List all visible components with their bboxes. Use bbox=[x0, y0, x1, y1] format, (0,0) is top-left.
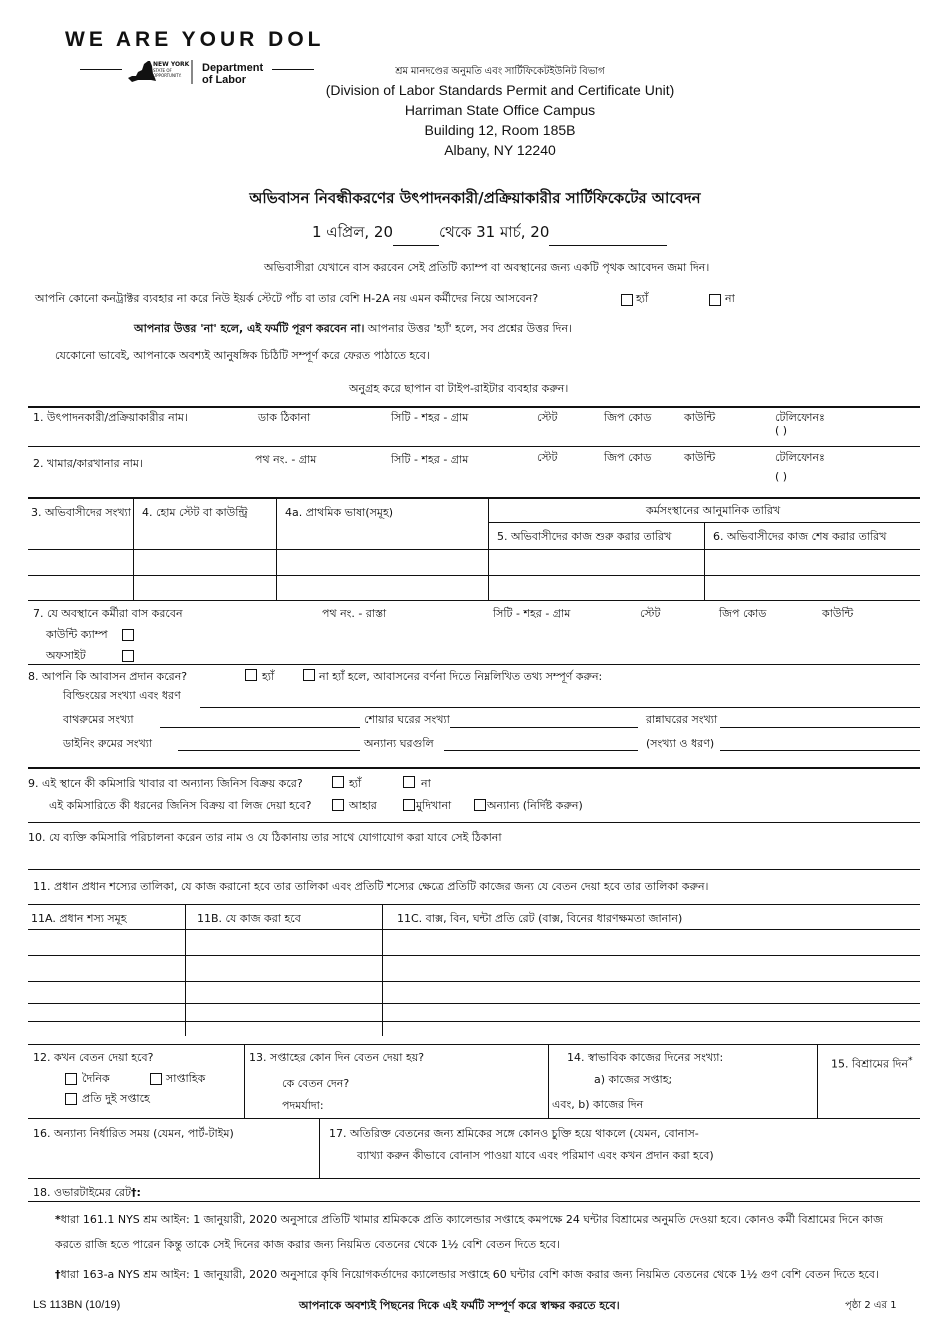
s12-weekly-label: সাপ্তাহিক bbox=[166, 1072, 206, 1085]
s1-zip-label: জিপ কোড bbox=[604, 411, 652, 424]
s1-phone-input[interactable]: ( ) bbox=[775, 424, 788, 437]
s8-buildings-label: বিল্ডিংয়ের সংখ্যা এবং ধরণ bbox=[63, 689, 181, 702]
s2-name-label: 2. খামার/কারখানার নাম। bbox=[33, 457, 143, 470]
s14-workdays-label: 14. স্বাভাবিক কাজের দিনের সংখ্যা: bbox=[567, 1051, 724, 1064]
s12-biweekly-label: প্রতি দুই সপ্তাহে bbox=[82, 1092, 150, 1105]
s9-other-checkbox[interactable] bbox=[474, 799, 486, 811]
s13-pay-day-label: 13. সপ্তাহের কোন দিন বেতন দেয়া হয়? bbox=[249, 1051, 425, 1064]
sign-notice: আপনাকে অবশ্যই পিছনের দিকে এই ফর্মটি সম্পূর্ণ করে স্বাক্ষর করতে হবে। bbox=[299, 1299, 620, 1312]
s9-items-question: এই কমিসারিতে কী ধরনের জিনিস বিক্রয় বা লিজ দেয়া হবে? bbox=[49, 799, 312, 812]
rule-footnotes bbox=[28, 1201, 920, 1202]
s9-grocery-checkbox[interactable] bbox=[403, 799, 415, 811]
s11-divider-2 bbox=[382, 904, 383, 1036]
page-number: পৃষ্ঠা 2 এর 1 bbox=[845, 1300, 897, 1311]
s15-asterisk: * bbox=[908, 1055, 913, 1066]
s8-buildings-input[interactable] bbox=[200, 707, 920, 708]
logo-state-text: NEW YORK bbox=[153, 61, 190, 68]
s12-daily-label: দৈনিক bbox=[82, 1072, 110, 1085]
s8-yes-checkbox[interactable] bbox=[245, 669, 257, 681]
s16-other-schedule-label: 16. অন্যান্য নির্ধারিত সময় (যেমন, পার্ট-টাইম) bbox=[33, 1127, 234, 1140]
s14-workday-label: এবং, b) কাজের দিন bbox=[552, 1098, 644, 1111]
s11-table-bottom bbox=[28, 1044, 920, 1045]
letter-instruction: যেকোনো ভাবেই, আপনাকে অবশ্যই আনুষঙ্গিক চিঠিটি সম্পূর্ণ করে ফেরত পাঠাতে হবে। bbox=[55, 349, 430, 362]
s9-yes-checkbox[interactable] bbox=[332, 776, 344, 788]
logo-dept-line2: of Labor bbox=[202, 74, 246, 86]
s18-dagger: †: bbox=[131, 1186, 141, 1199]
answer-instruction bbox=[134, 322, 572, 335]
period-start-year-input[interactable] bbox=[393, 231, 439, 246]
s11-table-top bbox=[28, 904, 920, 905]
period-to-label: থেকে 31 মার্চ, 20 bbox=[439, 223, 550, 241]
logo-rule-left bbox=[80, 69, 122, 70]
s8-housing-question: 8. আপনি কি আবাসন প্রদান করেন? bbox=[28, 670, 188, 683]
s17-extra-pay-label: 17. অতিরিক্ত বেতনের জন্য শ্রমিকের সঙ্গে কোনও চুক্তি হয়ে থাকলে (যেমন, বোনাস- bbox=[329, 1127, 699, 1140]
s9-grocery-label: মুদিখানা bbox=[416, 799, 452, 812]
h2a-no-label: না bbox=[725, 292, 735, 305]
footnote-star: * bbox=[55, 1213, 61, 1226]
t3-home-state-header: 4. হোম স্টেট বা কাউন্ট্রি bbox=[142, 506, 248, 519]
s1-phone-label: টেলিফোনঃ bbox=[775, 411, 825, 424]
unit-name-bn: শ্রম মানদণ্ডের অনুমতি এবং সার্টিফিকেটইউনিট বিভাগ bbox=[395, 66, 605, 77]
s8-kitchens-label: রান্নাঘরের সংখ্যা bbox=[646, 713, 718, 726]
rule-section18 bbox=[28, 1178, 920, 1179]
t3-employment-rule bbox=[488, 522, 920, 523]
s11-rate-header: 11C. বাক্স, বিন, ঘন্টা প্রতি রেট (বাক্স, বিনের ধারণক্ষমতা জানান) bbox=[397, 912, 683, 925]
intro-separate-application: অভিবাসীরা যেখানে বাস করবেন সেই প্রতিটি ক্যাম্প বা অবস্থানের জন্য একটি পৃথক আবেদন জমা দিন। bbox=[264, 261, 710, 274]
t3-employment-header: কর্মসংস্থানের আনুমানিক তারিখ bbox=[646, 504, 781, 517]
t3-row-rule-2 bbox=[28, 575, 920, 576]
s7-city-label: সিটি - শহর - গ্রাম bbox=[493, 607, 571, 620]
h2a-yes-label: হ্যাঁ bbox=[636, 292, 649, 305]
t3-divider-4 bbox=[704, 522, 705, 600]
period-end-year-input[interactable] bbox=[549, 231, 667, 246]
answer-instruction-rest: আপনার উত্তর 'হ্যাঁ' হলে, সব প্রশ্নের উত্তর দিন। bbox=[364, 322, 572, 335]
footnote-overtime bbox=[55, 1268, 879, 1281]
footnote-rest-day bbox=[55, 1213, 883, 1226]
form-title: অভিবাসন নিবন্ধীকরণের উৎপাদনকারী/প্রক্রিয়াকারীর সার্টিফিকেটের আবেদন bbox=[249, 189, 701, 207]
footnote-dagger: † bbox=[55, 1268, 61, 1281]
s11-crops-header: 11A. প্রধান শস্য সমূহ bbox=[31, 912, 127, 925]
s9-other-label: অন্যান্য (নির্দিষ্ট করুন) bbox=[487, 799, 583, 812]
s17-bonus-explain-label: ব্যাখ্যা করুন কীভাবে বোনাস পাওয়া যাবে এবং পরিমাণ এবং কখন প্রদান করা হবে) bbox=[357, 1149, 714, 1162]
rule-section16 bbox=[28, 1118, 920, 1119]
s8-yes-label: হ্যাঁ bbox=[262, 670, 275, 683]
s9-commissary-question: 9. এই স্থানে কী কমিসারি খাবার বা অন্যান্য জিনিস বিক্রয় করে? bbox=[28, 777, 303, 790]
h2a-yes-checkbox[interactable] bbox=[621, 294, 633, 306]
h2a-question: আপনি কোনো কনট্রাক্টর ব্যবহার না করে নিউ ইয়র্ক স্টেটে পাঁচ বা তার বেশি H-2A নয় এমন কর্মীদের নিয়ে আসবেন? bbox=[35, 292, 539, 305]
t3-end-date-header: 6. অভিবাসীদের কাজ শেষ করার তারিখ bbox=[713, 530, 887, 543]
t3-language-header: 4a. প্রাথমিক ভাষা(সমূহ) bbox=[285, 506, 394, 519]
s2-road-label: পথ নং. - গ্রাম bbox=[255, 453, 317, 466]
s8-other-rooms-label: অন্যান্য ঘরগুলি bbox=[364, 737, 434, 750]
s12-divider-1 bbox=[244, 1044, 245, 1118]
s11-divider-1 bbox=[185, 904, 186, 1036]
s7-offsite-checkbox[interactable] bbox=[122, 650, 134, 662]
s8-bathrooms-input[interactable] bbox=[160, 727, 360, 728]
s2-county-label: কাউন্টি bbox=[684, 451, 716, 464]
footnote-rest-day-cont: করতে রাজি হতে পারেন কিন্তু তাকে সেই দিনের কাজ করার জন্য নিয়মিত বেতনের থেকে 1½ বেশি বেতন দিতে হবে। bbox=[55, 1238, 560, 1251]
s8-no-instruction: না হ্যাঁ হলে, আবাসনের বর্ণনা দিতে নিম্নলিখিত তথ্য সম্পূর্ণ করুন: bbox=[319, 670, 603, 683]
unit-name-en: (Division of Labor Standards Permit and Certificate Unit) bbox=[325, 82, 675, 98]
rule-table3-top bbox=[28, 497, 920, 499]
s8-bedrooms-label: শোয়ার ঘরের সংখ্যা bbox=[364, 713, 450, 726]
s11-tasks-header: 11B. যে কাজ করা হবে bbox=[197, 912, 301, 925]
s8-dining-input[interactable] bbox=[178, 750, 360, 751]
s12-daily-checkbox[interactable] bbox=[65, 1073, 77, 1085]
s9-food-checkbox[interactable] bbox=[332, 799, 344, 811]
s18-overtime-label bbox=[33, 1186, 141, 1199]
s1-county-label: কাউন্টি bbox=[684, 411, 716, 424]
dol-tagline: WE ARE YOUR DOL bbox=[65, 28, 325, 51]
period-from-label: 1 এপ্রিল, 20 bbox=[312, 223, 394, 241]
s12-weekly-checkbox[interactable] bbox=[150, 1073, 162, 1085]
building-room: Building 12, Room 185B bbox=[424, 122, 576, 138]
t3-row-rule-1 bbox=[28, 549, 920, 550]
s9-no-label: না bbox=[421, 777, 431, 790]
s7-county-camp-label: কাউন্টি ক্যাম্প bbox=[46, 628, 108, 641]
s1-state-label: স্টেট bbox=[537, 411, 558, 424]
s11-row-rule-3 bbox=[28, 981, 920, 982]
s12-divider-2 bbox=[548, 1044, 549, 1118]
footnote-overtime-text: ধারা 163-a NYS শ্রম আইন: 1 জানুয়ারী, 2020 অনুসারে কৃষি নিয়োগকর্তাদের ক্যালেন্ডার সপ্তাহে 60 ঘন্টার বেশি কাজ করার জন্য নিয়মিত বেতনের থেকে 1½ গুণ বেশি বেতন দিতে হবে। bbox=[60, 1268, 879, 1281]
s15-rest-day-label bbox=[831, 1054, 913, 1071]
h2a-no-checkbox[interactable] bbox=[709, 294, 721, 306]
s2-city-label: সিটি - শহর - গ্রাম bbox=[391, 453, 469, 466]
s11-crops-instruction: 11. প্রধান প্রধান শস্যের তালিকা, যে কাজ করানো হবে তার তালিকা এবং প্রতিটি শস্যের ক্ষেত্রে প্রতিটি কাজের জন্য যে বেতন দেয়া হবে তার তালিকা করুন। bbox=[33, 880, 709, 893]
s9-no-checkbox[interactable] bbox=[403, 776, 415, 788]
s12-biweekly-checkbox[interactable] bbox=[65, 1093, 77, 1105]
s8-number-type-input[interactable] bbox=[720, 750, 920, 751]
s8-dining-label: ডাইনিং রুমের সংখ্যা bbox=[63, 737, 153, 750]
s13-title-label: পদমর্যাদা: bbox=[282, 1099, 324, 1112]
t3-migrants-count-header: 3. অভিবাসীদের সংখ্যা bbox=[31, 506, 131, 519]
rule-top-section1 bbox=[28, 406, 920, 408]
s7-county-label: কাউন্টি bbox=[822, 607, 854, 620]
s8-bedrooms-input[interactable] bbox=[450, 727, 638, 728]
campus-name: Harriman State Office Campus bbox=[404, 102, 596, 118]
city-zip: Albany, NY 12240 bbox=[444, 142, 556, 158]
s7-offsite-label: অফসাইট bbox=[46, 649, 86, 662]
s18-overtime-text: 18. ওভারটাইমের রেট bbox=[33, 1186, 132, 1199]
s1-postal-label: ডাক ঠিকানা bbox=[258, 411, 311, 424]
s11-row-rule-2 bbox=[28, 955, 920, 956]
rule-section8 bbox=[28, 664, 920, 665]
s7-location-label: 7. যে অবস্থানে কর্মীরা বাস করবেন bbox=[33, 607, 183, 620]
rule-section9 bbox=[28, 767, 920, 769]
s2-phone-label: টেলিফোনঃ bbox=[775, 451, 825, 464]
rule-section2 bbox=[28, 446, 920, 447]
t3-start-date-header: 5. অভিবাসীদের কাজ শুরু করার তারিখ bbox=[497, 530, 672, 543]
logo-sub1: STATE OF bbox=[153, 68, 172, 73]
s2-zip-label: জিপ কোড bbox=[604, 451, 652, 464]
logo-dept-line1: Department bbox=[202, 62, 264, 74]
s9-yes-label: হ্যাঁ bbox=[349, 777, 362, 790]
s14-workweek-label: a) কাজের সপ্তাহ; bbox=[594, 1073, 673, 1086]
s13-who-pays-label: কে বেতন দেন? bbox=[282, 1077, 350, 1090]
s8-no-checkbox[interactable] bbox=[303, 669, 315, 681]
s7-county-camp-checkbox[interactable] bbox=[122, 629, 134, 641]
s8-bathrooms-label: বাথরুমের সংখ্যা bbox=[63, 713, 134, 726]
s11-row-rule-5 bbox=[28, 1021, 920, 1022]
rule-section11 bbox=[28, 869, 920, 870]
s11-row-rule-4 bbox=[28, 1003, 920, 1004]
form-code: LS 113BN (10/19) bbox=[33, 1299, 121, 1311]
s1-name-label: 1. উৎপাদনকারী/প্রক্রিয়াকারীর নাম। bbox=[33, 411, 188, 424]
s7-state-label: স্টেট bbox=[640, 607, 661, 620]
s12-divider-3 bbox=[817, 1044, 818, 1118]
logo-sub2: OPPORTUNITY. bbox=[153, 73, 182, 78]
s1-city-label: সিটি - শহর - গ্রাম bbox=[391, 411, 469, 424]
s8-number-type-label: (সংখ্যা ও ধরণ) bbox=[646, 737, 715, 750]
s10-commissary-manager-label: 10. যে ব্যক্তি কমিসারি পরিচালনা করেন তার নাম ও যে ঠিকানায় তার সাথে যোগাযোগ করা যাবে সেই ঠিকানা bbox=[28, 831, 502, 844]
s11-row-rule-1 bbox=[28, 929, 920, 930]
answer-instruction-bold: আপনার উত্তর 'না' হলে, এই ফর্মটি পূরণ করবেন না। bbox=[134, 322, 365, 335]
s7-road-label: পথ নং. - রাস্তা bbox=[322, 607, 387, 620]
s9-food-label: আহার bbox=[349, 799, 377, 812]
s7-zip-label: জিপ কোড bbox=[719, 607, 767, 620]
s8-other-rooms-input[interactable] bbox=[444, 750, 638, 751]
footnote-rest-day-text: ধারা 161.1 NYS শ্রম আইন: 1 জানুয়ারী, 2020 অনুসারে প্রতিটি খামার শ্রমিককে প্রতি ক্যালেন্ডার সপ্তাহে কমপক্ষে 24 ঘন্টার বিশ্রামের অনুমতি দেওয়া হবে। কোনও কর্মী বিশ্রামের দিনে কাজ bbox=[60, 1213, 884, 1226]
s15-rest-day-text: 15. বিশ্রামের দিন bbox=[831, 1057, 909, 1071]
s2-phone-input[interactable]: ( ) bbox=[775, 470, 788, 483]
s12-pay-frequency-label: 12. কখন বেতন দেয়া হবে? bbox=[33, 1051, 154, 1064]
print-instruction: অনুগ্রহ করে ছাপান বা টাইপ-রাইটার ব্যবহার করুন। bbox=[349, 382, 569, 395]
s16-divider bbox=[319, 1118, 320, 1178]
s8-kitchens-input[interactable] bbox=[720, 727, 920, 728]
t3-row-rule-3 bbox=[28, 600, 920, 601]
period-line bbox=[312, 221, 667, 246]
s2-state-label: স্টেট bbox=[537, 451, 558, 464]
rule-section10 bbox=[28, 822, 920, 823]
